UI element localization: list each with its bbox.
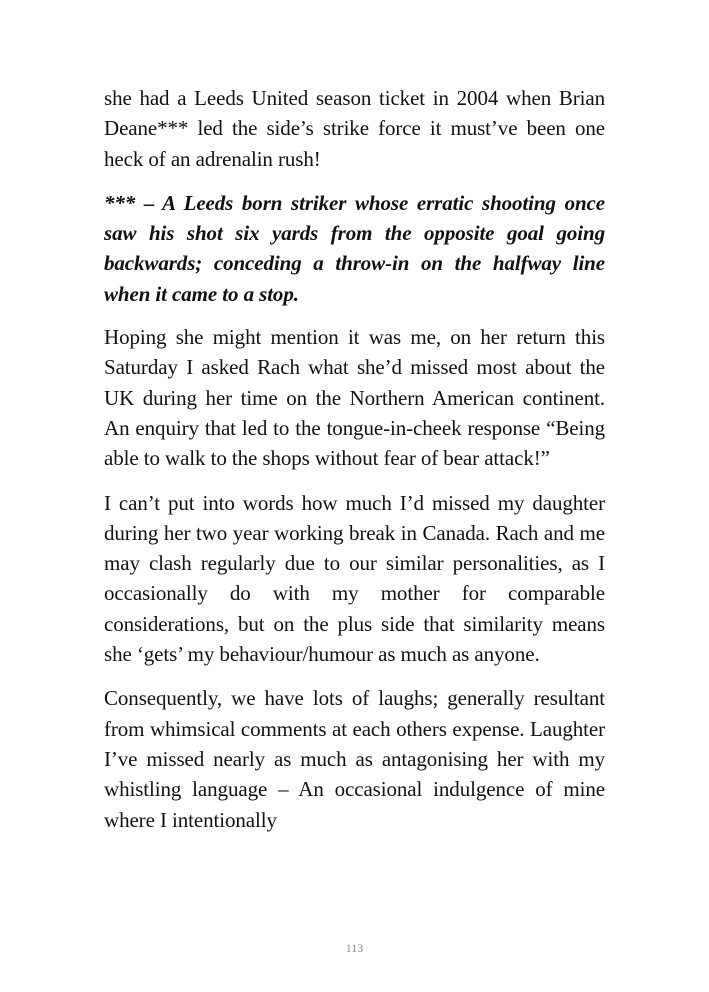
paragraph-1: she had a Leeds United season ticket in 2004 when Brian Deane*** led the side’s strike force it must’ve been one heck of an adrenalin rush! [104,86,605,171]
paragraph-5: Consequently, we have lots of laughs; generally resultant from whimsical comments at each others expense. Laughter I’ve missed nearly as much as antagonising her with my whistling language – An occasional indulgence of mine where I intentionally [104,686,605,832]
paragraph-4: I can’t put into words how much I’d missed my daughter during her two year working break in Canada. Rach and me may clash regularly due to our similar personalities, as I occasionally do with my mother for comparable considerations, but on the plus side that similarity means she ‘gets’ my behaviour/humour as much as anyone. [104,490,605,667]
paragraph-3: Hoping she might mention it was me, on her return this Saturday I asked Rach what she’d missed most about the UK during her time on the Northern American continent. An enquiry that led to the tongue-in-cheek response “Being able to walk to the shops without fear of bear attack!” [104,325,605,471]
page-number: 113 [345,941,364,955]
page-body [104,83,605,849]
footnote-paragraph: *** – A Leeds born striker whose erratic shooting once saw his shot six yards from the opposite goal going backwards; conceding a throw-in on the halfway line when it came to a stop. [104,190,605,306]
